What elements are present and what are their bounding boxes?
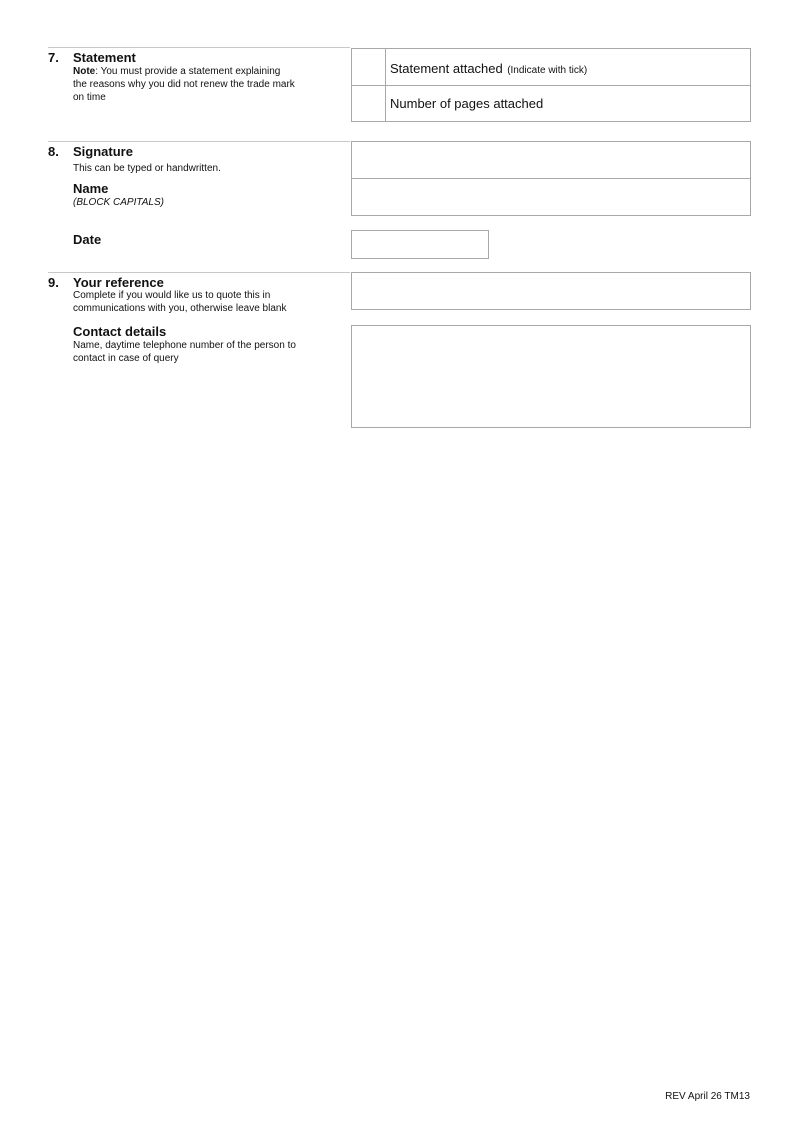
date-title: Date [73,232,102,247]
section-9-number: 9. [48,275,59,290]
contact-desc-line1: Name, daytime telephone number of the person to [73,340,296,351]
signature-field[interactable] [352,142,750,178]
section-7-title: Statement [73,50,136,65]
statement-attached-hint: (Indicate with tick) [507,65,588,76]
pages-attached-label: Number of pages attached [390,96,544,111]
pages-attached-input[interactable] [352,86,385,121]
contact-title: Contact details [73,324,167,339]
section-7-desc-line3: on time [73,92,106,103]
statement-attached-label: Statement attached [390,61,503,76]
section-7-number: 7. [48,50,59,65]
note-text: : You must provide a statement explaining [95,66,281,77]
contact-desc-line2: contact in case of query [73,353,179,364]
note-label: Note [73,66,96,77]
reference-desc-line1: Complete if you would like us to quote this in [73,290,271,301]
section-8-divider [48,141,350,142]
section-7-desc-line2: the reasons why you did not renew the trade mark [73,79,295,90]
section-7-note [73,65,343,79]
section-8-number: 8. [48,144,59,159]
form-revision-footer: REV April 26 TM13 [665,1091,750,1102]
section-7-divider [48,47,350,48]
section-9-divider [48,272,350,273]
statement-attached-row [390,60,587,78]
name-hint: (BLOCK CAPITALS) [73,197,164,208]
statement-table-row-divider [351,85,751,86]
contact-details-field[interactable] [351,325,751,428]
reference-desc-line2: communications with you, otherwise leave blank [73,303,287,314]
statement-attached-checkbox[interactable] [352,49,385,85]
date-field[interactable] [351,230,489,259]
name-field[interactable] [352,179,750,215]
section-9-title: Your reference [73,275,164,290]
signature-desc: This can be typed or handwritten. [73,163,221,174]
reference-field[interactable] [351,272,751,310]
name-title: Name [73,181,109,196]
section-8-title: Signature [73,144,133,159]
